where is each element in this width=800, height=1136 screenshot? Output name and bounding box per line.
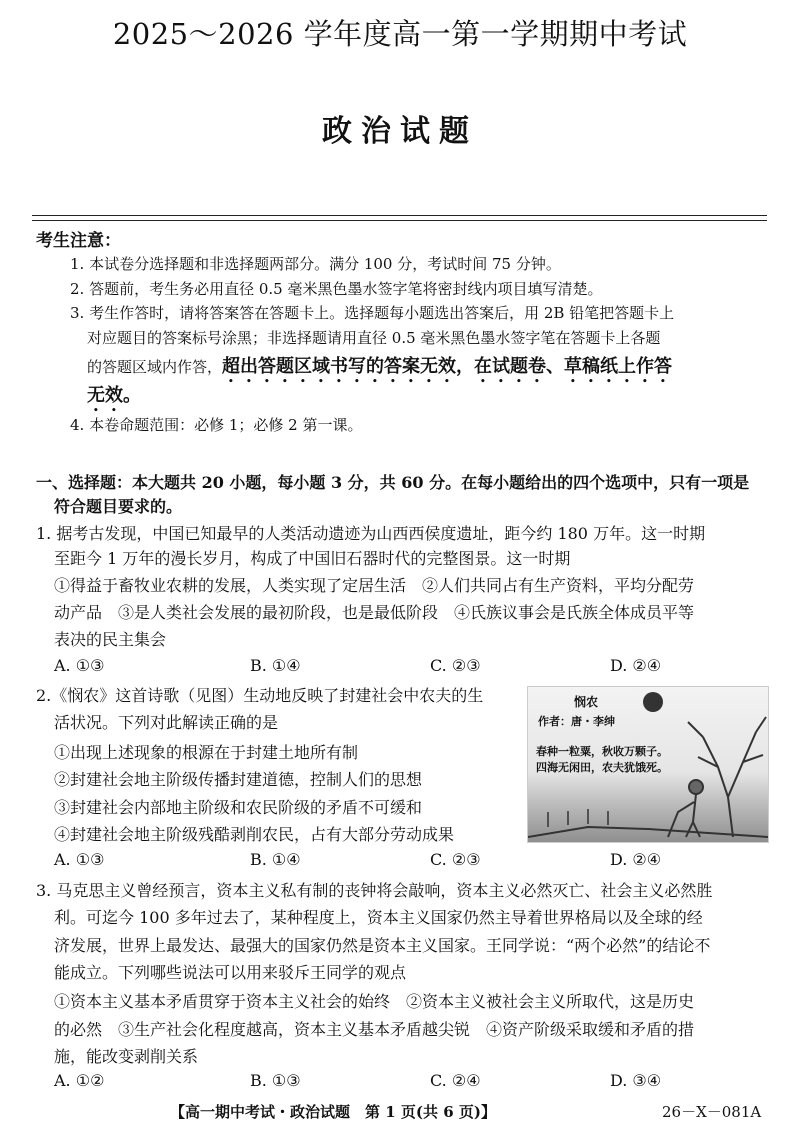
q1-option-c[interactable]: C. ②③ (430, 656, 481, 675)
q3-statement-line: 的必然 ③生产社会化程度越高，资本主义基本矛盾越尖锐 ④资产阶级采取缓和矛盾的措 (54, 1020, 695, 1039)
q3-stem-line: 3. 马克思主义曾经预言，资本主义私有制的丧钟将会敲响，资本主义必然灭亡、社会主义必然胜 (36, 881, 713, 900)
poem-title: 悯农 (574, 695, 599, 709)
q3-option-b[interactable]: B. ①③ (250, 1071, 301, 1090)
notice-item-3-plain: 的答题区域内作答， (87, 358, 223, 376)
q2-option-b[interactable]: B. ①④ (250, 850, 301, 869)
q2-statement-4: ④封建社会地主阶级残酷剥削农民，占有大部分劳动成果 (54, 825, 455, 844)
q2-stem-line: 2.《悯农》这首诗歌（见图）生动地反映了封建社会中农夫的生 (36, 686, 484, 705)
notice-item-3-line-4: 无效。 (87, 385, 141, 406)
q3-statement-line: ①资本主义基本矛盾贯穿于资本主义社会的始终 ②资本主义被社会主义所取代，这是历史 (54, 992, 695, 1011)
q2-statement-1: ①出现上述现象的根源在于封建土地所有制 (54, 743, 359, 762)
divider-line (32, 220, 767, 221)
q3-option-a[interactable]: A. ①② (54, 1071, 105, 1090)
exam-subject-title: 政治试题 (322, 114, 478, 149)
q1-stem-line: 至距今 1 万年的漫长岁月，构成了中国旧石器时代的完整图景。这一时期 (54, 549, 571, 568)
section-heading-cont: 符合题目要求的。 (54, 497, 183, 516)
section-heading: 一、选择题：本大题共 20 小题，每小题 3 分，共 60 分。在每小题给出的四个选项中，只有一项是 (36, 473, 750, 492)
q2-statement-3: ③封建社会内部地主阶级和农民阶级的矛盾不可缓和 (54, 798, 423, 817)
notice-heading: 考生注意： (36, 231, 121, 251)
q3-stem-line: 能成立。下列哪些说法可以用来驳斥王同学的观点 (54, 963, 407, 982)
q3-stem-line: 利。可迄今 100 多年过去了，某种程度上，资本主义国家仍然主导着世界格局以及全球的经 (54, 908, 703, 927)
q3-statement-line: 施，能改变剥削关系 (54, 1047, 199, 1066)
notice-item-3-emphasis: 超出答题区域书写的答案无效，在试题卷、草稿纸上作答 (222, 356, 673, 377)
exam-title: 2025～2026 学年度高一第一学期期中考试 (112, 17, 688, 51)
q2-option-d[interactable]: D. ②④ (610, 850, 662, 869)
farmer-tree-drawing (528, 687, 768, 842)
notice-item-1: 1. 本试卷分选择题和非选择题两部分。满分 100 分，考试时间 75 分钟。 (70, 255, 561, 273)
paper-code: 26－X－081A (662, 1103, 762, 1121)
poem-author: 作者：唐・李绅 (538, 715, 615, 728)
q1-statement-line: 动产品 ③是人类社会发展的最初阶段，也是最低阶段 ④氏族议事会是氏族全体成员平等 (54, 603, 695, 622)
notice-item-3-line-1: 3. 考生作答时，请将答案答在答题卡上。选择题每小题选出答案后，用 2B 铅笔把答题卡上 (70, 304, 675, 322)
q1-stem-line: 1. 据考古发现，中国已知最早的人类活动遗迹为山西西侯度遗址，距今约 180 万年。这一时期 (36, 524, 706, 543)
q2-statement-2: ②封建社会地主阶级传播封建道德，控制人们的思想 (54, 770, 423, 789)
q1-option-d[interactable]: D. ②④ (610, 656, 662, 675)
q2-option-c[interactable]: C. ②③ (430, 850, 481, 869)
q1-statement-line: 表决的民主集会 (54, 630, 167, 649)
q3-option-c[interactable]: C. ②④ (430, 1071, 481, 1090)
poem-line-2: 四海无闲田，农夫犹饿死。 (536, 761, 668, 774)
q2-stem-line: 活状况。下列对此解读正确的是 (54, 713, 279, 732)
divider-line (32, 215, 767, 216)
notice-item-4: 4. 本卷命题范围：必修 1；必修 2 第一课。 (70, 416, 363, 434)
q2-option-a[interactable]: A. ①③ (54, 850, 105, 869)
notice-item-3-line-3 (87, 352, 672, 387)
notice-item-3-line-2: 对应题目的答案标号涂黑；非选择题请用直径 0.5 毫米黑色墨水签字笔在答题卡上各题 (87, 329, 661, 347)
poem-illustration (527, 686, 769, 843)
notice-item-2: 2. 答题前，考生务必用直径 0.5 毫米黑色墨水签字笔将密封线内项目填写清楚。 (70, 280, 603, 298)
page-footer: 【高一期中考试・政治试题 第 1 页(共 6 页)】 (170, 1103, 496, 1121)
q1-statement-line: ①得益于畜牧业农耕的发展，人类实现了定居生活 ②人们共同占有生产资料，平均分配劳 (54, 576, 695, 595)
poem-line-1: 春种一粒粟，秋收万颗子。 (536, 745, 668, 758)
q3-stem-line: 济发展，世界上最发达、最强大的国家仍然是资本主义国家。王同学说：“两个必然”的结论不 (54, 936, 711, 955)
q1-option-a[interactable]: A. ①③ (54, 656, 105, 675)
q1-option-b[interactable]: B. ①④ (250, 656, 301, 675)
q3-option-d[interactable]: D. ③④ (610, 1071, 662, 1090)
